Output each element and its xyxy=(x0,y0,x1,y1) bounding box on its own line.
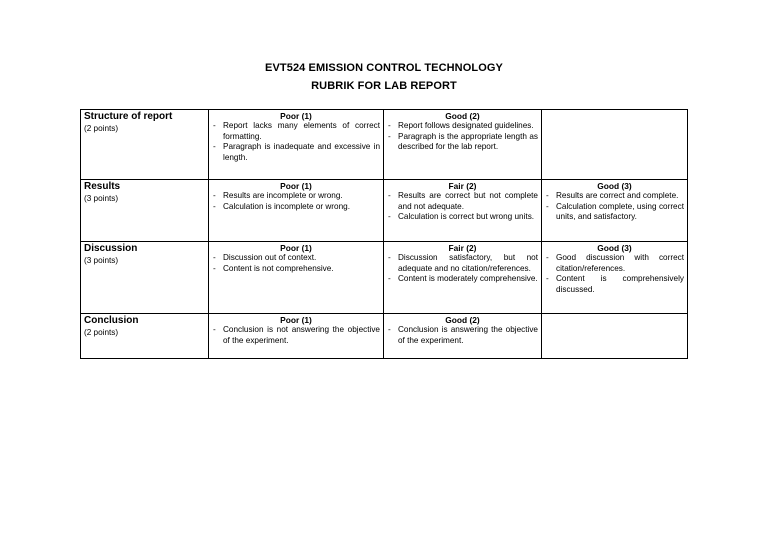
level-cell xyxy=(542,242,688,314)
level-heading: Poor (1) xyxy=(280,181,312,191)
level-description-item: - Conclusion is answering the objective of the experiment. xyxy=(387,325,538,346)
criterion-cell xyxy=(81,110,209,180)
level-description-list xyxy=(212,325,380,346)
level-description-list xyxy=(545,253,684,295)
level-description-item: - Paragraph is the appropriate length as described for the lab report. xyxy=(387,132,538,153)
level-cell xyxy=(384,180,542,242)
level-description-list xyxy=(212,191,380,212)
level-description-item: - Conclusion is not answering the objective of the experiment. xyxy=(212,325,380,346)
criterion-cell xyxy=(81,242,209,314)
level-cell xyxy=(384,242,542,314)
level-cell xyxy=(209,314,384,359)
level-description-item: - Report follows designated guidelines. xyxy=(387,121,538,131)
level-cell xyxy=(209,180,384,242)
level-cell xyxy=(209,242,384,314)
level-heading: Good (2) xyxy=(445,315,480,325)
level-heading: Poor (1) xyxy=(280,243,312,253)
level-heading: Good (3) xyxy=(597,181,632,191)
level-heading: Poor (1) xyxy=(280,111,312,121)
level-heading: Poor (1) xyxy=(280,315,312,325)
level-description-item: - Discussion out of context. xyxy=(212,253,380,263)
level-description-item: - Content is not comprehensive. xyxy=(212,264,380,274)
criterion-points: (3 points) xyxy=(84,194,119,203)
level-description-item: - Results are correct and complete. xyxy=(545,191,684,201)
level-description-item: - Calculation complete, using correct units, and satisfactory. xyxy=(545,202,684,223)
level-description-item: - Content is moderately comprehensive. xyxy=(387,274,538,284)
level-cell xyxy=(209,110,384,180)
level-description-list xyxy=(387,121,538,152)
level-description-item: - Results are incomplete or wrong. xyxy=(212,191,380,201)
level-description-item: - Good discussion with correct citation/references. xyxy=(545,253,684,274)
level-description-item: - Paragraph is inadequate and excessive in length. xyxy=(212,142,380,163)
criterion-points: (3 points) xyxy=(84,256,119,265)
level-description-list xyxy=(387,253,538,284)
document-subtitle: RUBRIK FOR LAB REPORT xyxy=(311,80,457,92)
criterion-name: Conclusion xyxy=(84,315,139,326)
criterion-name: Structure of report xyxy=(84,111,173,122)
rubric-row xyxy=(81,180,688,242)
level-heading: Fair (2) xyxy=(448,243,477,253)
level-cell xyxy=(384,110,542,180)
level-description-list xyxy=(212,121,380,163)
document-title: EVT524 EMISSION CONTROL TECHNOLOGY xyxy=(265,62,503,74)
level-cell xyxy=(542,110,688,180)
rubric-row xyxy=(81,110,688,180)
level-description-item: - Report lacks many elements of correct formatting. xyxy=(212,121,380,142)
level-description-item: - Results are correct but not complete and not adequate. xyxy=(387,191,538,212)
level-cell xyxy=(384,314,542,359)
level-description-item: - Calculation is correct but wrong units. xyxy=(387,212,538,222)
criterion-points: (2 points) xyxy=(84,124,119,133)
rubric-table xyxy=(80,109,688,359)
level-description-list xyxy=(545,191,684,222)
level-description-list xyxy=(212,253,380,274)
level-description-item: - Content is comprehensively discussed. xyxy=(545,274,684,295)
rubric-row xyxy=(81,242,688,314)
level-heading: Fair (2) xyxy=(448,181,477,191)
criterion-cell xyxy=(81,314,209,359)
level-cell xyxy=(542,180,688,242)
criterion-name: Discussion xyxy=(84,243,138,254)
level-description-list xyxy=(387,325,538,346)
level-cell xyxy=(542,314,688,359)
rubric-row xyxy=(81,314,688,359)
level-heading: Good (3) xyxy=(597,243,632,253)
criterion-cell xyxy=(81,180,209,242)
criterion-points: (2 points) xyxy=(84,328,119,337)
level-description-list xyxy=(387,191,538,222)
level-description-item: - Calculation is incomplete or wrong. xyxy=(212,202,380,212)
level-heading: Good (2) xyxy=(445,111,480,121)
criterion-name: Results xyxy=(84,181,121,192)
level-description-item: - Discussion satisfactory, but not adequate and no citation/references. xyxy=(387,253,538,274)
